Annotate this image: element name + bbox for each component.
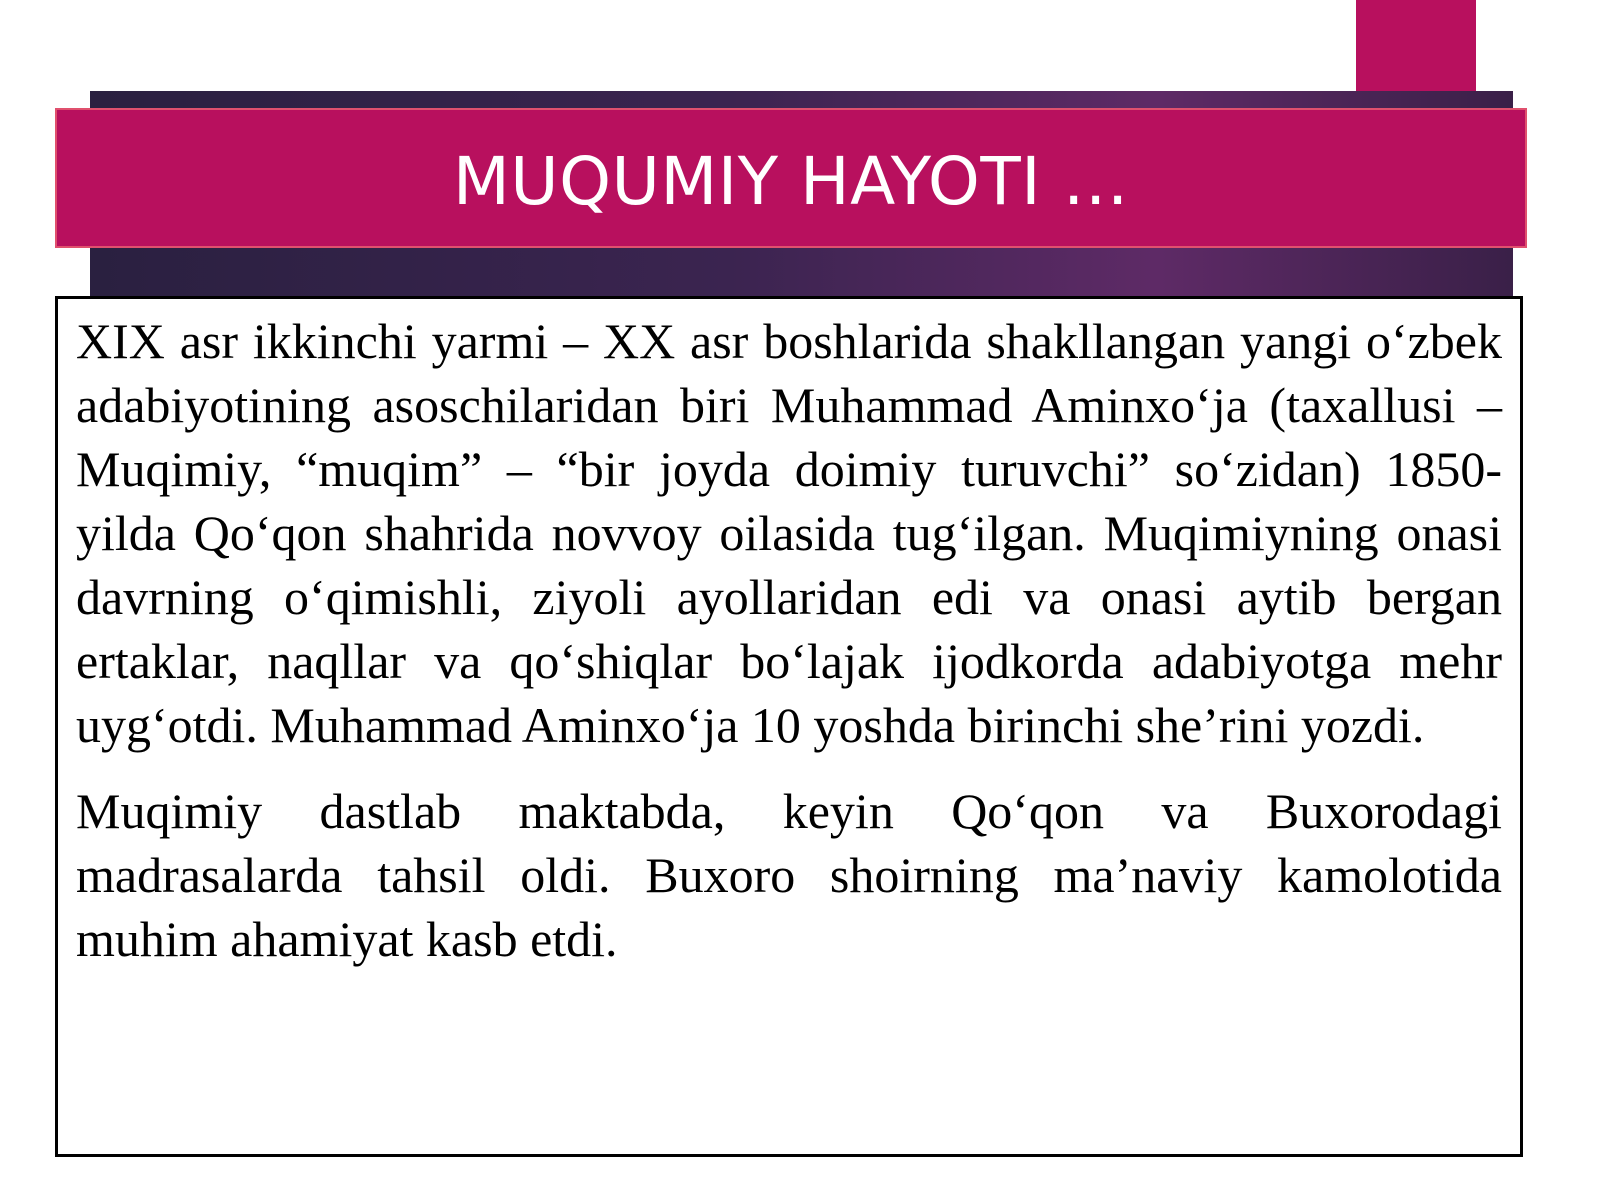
content-box [55, 296, 1523, 1157]
slide-title: MUQUMIY HAYOTI … [452, 142, 1130, 220]
paragraph-2: Muqimiy dastlab maktabda, keyin Qo‘qon va Buxorodagi madrasalarda tahsil oldi. Buxoro shoirning ma’naviy kamolotida muhim ahamiyat kasb etdi. [76, 783, 1502, 967]
paragraph-1: XIX asr ikkinchi yarmi – XX asr boshlarida shakllangan yangi o‘zbek adabiyotining asoschilaridan biri Muhammad Aminxo‘ja (taxallusi – Muqimiy, “muqim” – “bir joyda doimiy turuvchi” so‘zidan) 1850-yilda Qo‘qon shahrida novvoy oilasida tug‘ilgan. Muqimiyning onasi davrning o‘qimishli, ziyoli ayollaridan edi va onasi aytib bergan ertaklar, naqllar va qo‘shiqlar bo‘lajak ijodkorda adabiyotga mehr uyg‘otdi. Muhammad Aminxo‘ja 10 yoshda birinchi she’rini yozdi. [76, 313, 1502, 753]
title-bar [55, 108, 1527, 248]
